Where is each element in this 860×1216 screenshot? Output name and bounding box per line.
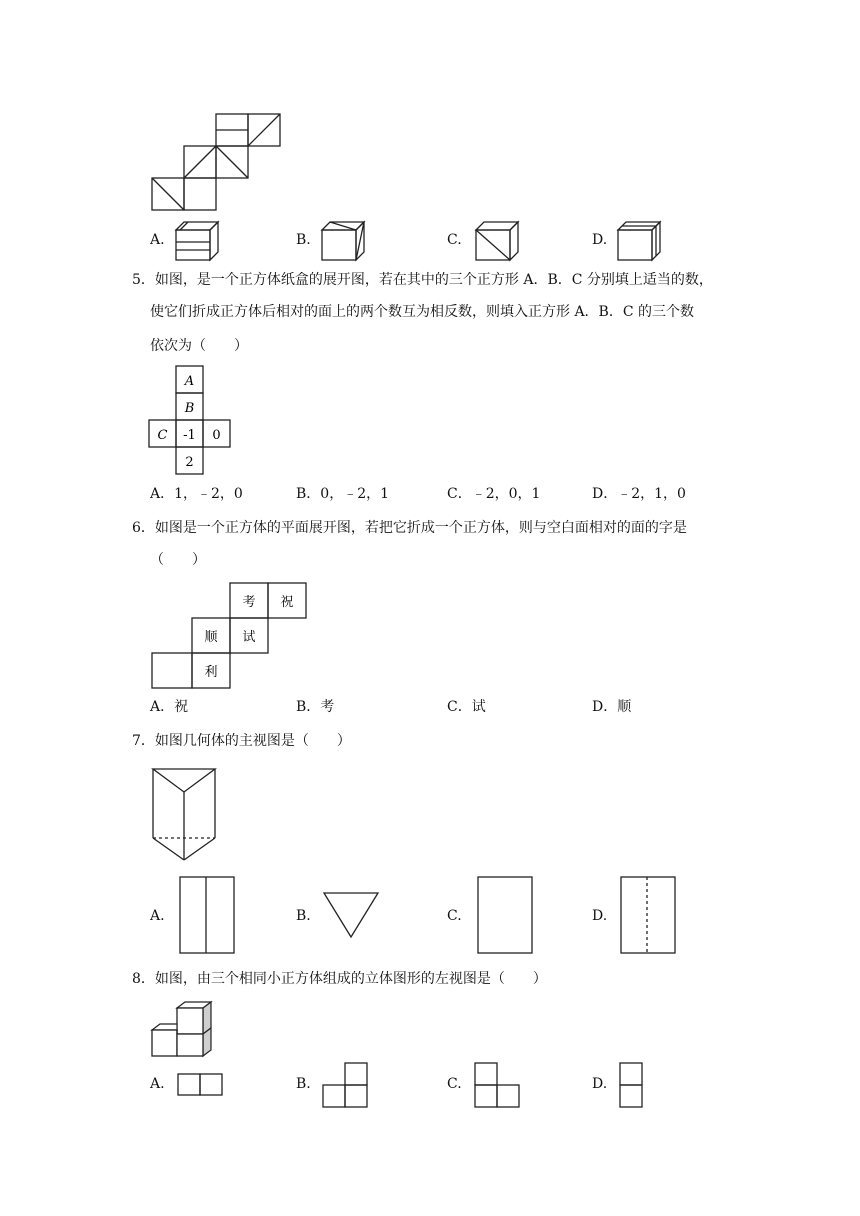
q7-option-a-view[interactable]: [179, 876, 235, 954]
q7-triangular-prism-figure: [150, 766, 220, 862]
q8-option-a-view[interactable]: [177, 1073, 225, 1097]
q5-text-line2: 使它们折成正方体后相对的面上的两个数互为相反数，则填入正方形 A．B．C 的三个数: [150, 304, 695, 320]
q8-option-b-view[interactable]: [322, 1062, 370, 1108]
q6-net-label-kao: 考: [242, 595, 256, 610]
q8-option-c-view[interactable]: [474, 1062, 522, 1108]
q5-text-line1: 5．如图，是一个正方体纸盒的展开图，若在其中的三个正方形 A．B．C 分别填上适当的数，: [132, 272, 713, 288]
q6-option-c[interactable]: C．试: [447, 699, 486, 715]
q6-net-label-li: 利: [204, 665, 218, 680]
q8-option-c-letter[interactable]: C.: [447, 1076, 462, 1092]
q7-option-c-letter[interactable]: C.: [447, 908, 462, 924]
q7-option-d-letter[interactable]: D.: [592, 908, 608, 924]
q8-option-d-letter[interactable]: D.: [592, 1076, 608, 1092]
q8-option-a-letter[interactable]: A.: [150, 1076, 165, 1092]
q6-net-label-zhu: 祝: [280, 595, 294, 610]
q4-option-c-letter[interactable]: C.: [447, 232, 462, 248]
q5-cube-net-figure: [148, 365, 232, 475]
q4-option-a-letter[interactable]: A.: [150, 232, 165, 248]
q8-options: [150, 1074, 750, 1094]
q4-option-d-cube[interactable]: [616, 220, 662, 262]
q7-option-b-letter[interactable]: B.: [296, 908, 311, 924]
q4-option-b-cube[interactable]: [320, 220, 366, 262]
q6-option-d[interactable]: D．顺: [592, 699, 632, 715]
q7-option-a-letter[interactable]: A.: [150, 908, 165, 924]
q4-option-d-letter[interactable]: D.: [592, 232, 608, 248]
q5-options: [150, 484, 750, 504]
q5-net-label-minus-one: -1: [183, 428, 196, 443]
q5-net-label-a: A: [184, 374, 195, 389]
q7-option-b-view[interactable]: [322, 891, 380, 939]
q6-net-label-shi: 试: [242, 630, 256, 645]
q8-three-cubes-figure: [150, 1000, 214, 1058]
q5-net-label-b: B: [184, 401, 195, 416]
q6-net-label-shun: 顺: [204, 630, 218, 645]
q6-option-a[interactable]: A．祝: [150, 699, 189, 715]
q5-option-a[interactable]: A．1，﹣2，0: [150, 486, 243, 502]
q5-net-label-two: 2: [185, 455, 194, 470]
q4-option-b-letter[interactable]: B.: [296, 232, 311, 248]
q5-option-b[interactable]: B．0，﹣2，1: [296, 486, 390, 502]
q5-option-c[interactable]: C．﹣2，0，1: [447, 486, 541, 502]
q5-text-line3: 依次为（ ）: [150, 338, 248, 354]
q6-text-line1: 6．如图是一个正方体的平面展开图，若把它折成一个正方体，则与空白面相对的面的字是: [132, 520, 687, 536]
q8-text: 8．如图，由三个相同小正方体组成的立体图形的左视图是（ ）: [132, 971, 547, 987]
q8-option-b-letter[interactable]: B.: [296, 1076, 311, 1092]
q7-text: 7．如图几何体的主视图是（ ）: [132, 733, 351, 749]
q4-option-c-cube[interactable]: [474, 220, 520, 262]
q7-option-d-view[interactable]: [620, 876, 676, 954]
q6-cube-net-figure: [150, 582, 310, 690]
q4-option-a-cube[interactable]: [174, 220, 220, 262]
q7-option-c-view[interactable]: [477, 876, 533, 954]
q6-options: [150, 697, 750, 717]
q4-cube-net-figure: [150, 112, 280, 212]
q5-net-label-zero: 0: [212, 428, 221, 443]
q5-net-label-c: C: [157, 428, 168, 443]
q6-text-line2: （ ）: [150, 552, 206, 568]
q8-option-d-view[interactable]: [619, 1062, 645, 1108]
q5-option-d[interactable]: D．﹣2，1，0: [592, 486, 686, 502]
q6-option-b[interactable]: B．考: [296, 699, 335, 715]
